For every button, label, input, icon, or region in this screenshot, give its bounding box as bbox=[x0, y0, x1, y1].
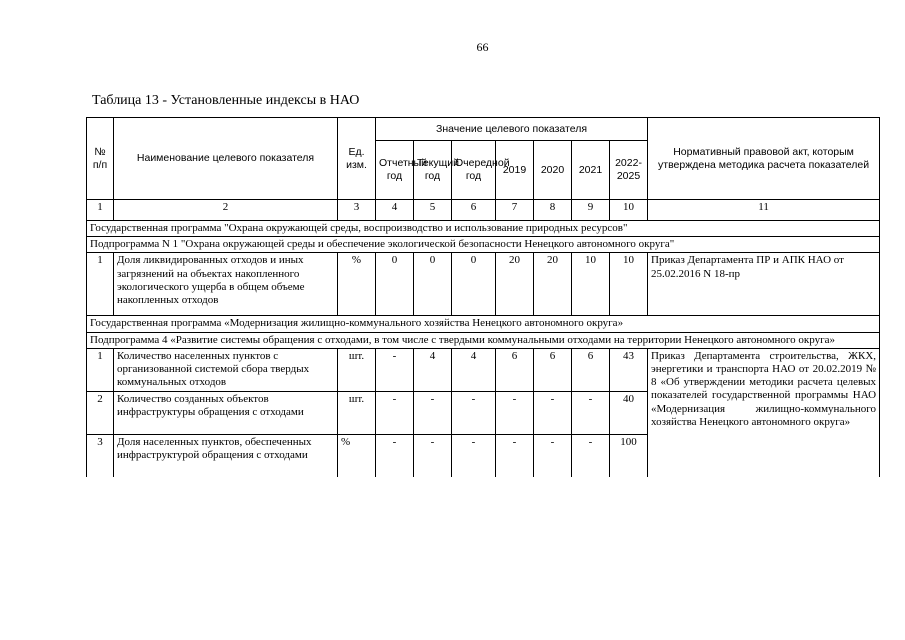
indices-table bbox=[86, 117, 880, 477]
col-number: 1 bbox=[87, 200, 114, 221]
col-number: 3 bbox=[338, 200, 376, 221]
value-cell: 6 bbox=[496, 348, 534, 391]
program-title: Государственная программа «Модернизация жилищно-коммунального хозяйства Ненецкого автономного округа» bbox=[87, 316, 880, 332]
unit-cell: % bbox=[338, 434, 376, 477]
value-cell: - bbox=[496, 434, 534, 477]
value-cell: - bbox=[414, 391, 452, 434]
row-num: 1 bbox=[87, 253, 114, 316]
program-row bbox=[87, 221, 880, 237]
header-year: Текущий год bbox=[414, 141, 452, 200]
act-cell: Приказ Департамента строительства, ЖКХ, энергетики и транспорта НАО от 20.02.2019 № 8 «Об утверждении методики расчета целевых показателей государственной программы НАО «Модернизация жилищно-коммунального хозяйства Ненецкого автономного округа» bbox=[648, 348, 880, 477]
col-number: 2 bbox=[114, 200, 338, 221]
indicator-name: Количество населенных пунктов с организованной системой сбора твердых коммунальных отходов bbox=[114, 348, 338, 391]
value-cell: 6 bbox=[572, 348, 610, 391]
col-number: 10 bbox=[610, 200, 648, 221]
value-cell: - bbox=[376, 391, 414, 434]
value-cell: 4 bbox=[414, 348, 452, 391]
value-cell: - bbox=[414, 434, 452, 477]
col-number: 6 bbox=[452, 200, 496, 221]
table-row bbox=[87, 253, 880, 316]
header-value-group: Значение целевого показателя bbox=[376, 118, 648, 141]
unit-cell: шт. bbox=[338, 348, 376, 391]
header-name: Наименование целевого показателя bbox=[114, 118, 338, 200]
row-num: 1 bbox=[87, 348, 114, 391]
header-year: 2020 bbox=[534, 141, 572, 200]
act-cell: Приказ Департамента ПР и АПК НАО от 25.02.2016 N 18-пр bbox=[648, 253, 880, 316]
header-year: 2019 bbox=[496, 141, 534, 200]
col-number: 8 bbox=[534, 200, 572, 221]
header-year: 2021 bbox=[572, 141, 610, 200]
unit-cell: % bbox=[338, 253, 376, 316]
indicator-name: Количество созданных объектов инфраструктуры обращения с отходами bbox=[114, 391, 338, 434]
value-cell: 10 bbox=[610, 253, 648, 316]
indicator-name: Доля ликвидированных отходов и иных загрязнений на объектах накопленного экологического ущерба в общем объеме накопленных отходов bbox=[114, 253, 338, 316]
table-caption: Таблица 13 - Установленные индексы в НАО bbox=[92, 93, 360, 108]
header-year: Отчетный год bbox=[376, 141, 414, 200]
value-cell: 10 bbox=[572, 253, 610, 316]
value-cell: 20 bbox=[496, 253, 534, 316]
header-year: Очередной год bbox=[452, 141, 496, 200]
value-cell: - bbox=[572, 434, 610, 477]
table-row bbox=[87, 348, 880, 391]
value-cell: - bbox=[376, 348, 414, 391]
header-unit: Ед. изм. bbox=[338, 118, 376, 200]
value-cell: - bbox=[534, 391, 572, 434]
program-title: Государственная программа "Охрана окружающей среды, воспроизводство и использование природных ресурсов" bbox=[87, 221, 880, 237]
value-cell: 0 bbox=[376, 253, 414, 316]
value-cell: 4 bbox=[452, 348, 496, 391]
value-cell: 40 bbox=[610, 391, 648, 434]
value-cell: 0 bbox=[414, 253, 452, 316]
value-cell: - bbox=[376, 434, 414, 477]
value-cell: - bbox=[452, 434, 496, 477]
unit-cell: шт. bbox=[338, 391, 376, 434]
value-cell: 20 bbox=[534, 253, 572, 316]
subprogram-row bbox=[87, 237, 880, 253]
value-cell: - bbox=[496, 391, 534, 434]
header-act: Нормативный правовой акт, которым утверждена методика расчета показателей bbox=[648, 118, 880, 200]
value-cell: - bbox=[452, 391, 496, 434]
value-cell: 100 bbox=[610, 434, 648, 477]
value-cell: - bbox=[534, 434, 572, 477]
row-num: 3 bbox=[87, 434, 114, 477]
col-number: 11 bbox=[648, 200, 880, 221]
row-num: 2 bbox=[87, 391, 114, 434]
page-number: 66 bbox=[476, 40, 489, 54]
value-cell: 0 bbox=[452, 253, 496, 316]
program-row bbox=[87, 316, 880, 332]
col-number: 5 bbox=[414, 200, 452, 221]
value-cell: 43 bbox=[610, 348, 648, 391]
column-number-row bbox=[87, 200, 880, 221]
header-year: 2022-2025 bbox=[610, 141, 648, 200]
value-cell: - bbox=[572, 391, 610, 434]
value-cell: 6 bbox=[534, 348, 572, 391]
indicator-name: Доля населенных пунктов, обеспеченных инфраструктурой обращения с отходами bbox=[114, 434, 338, 477]
subprogram-row bbox=[87, 332, 880, 348]
col-number: 4 bbox=[376, 200, 414, 221]
header-row-1 bbox=[87, 118, 880, 141]
col-number: 9 bbox=[572, 200, 610, 221]
subprogram-title: Подпрограмма 4 «Развитие системы обращения с отходами, в том числе с твердыми коммунальными отходами на территории Ненецкого автономного округа» bbox=[87, 332, 880, 348]
subprogram-title: Подпрограмма N 1 "Охрана окружающей среды и обеспечение экологической безопасности Ненецкого автономного округа" bbox=[87, 237, 880, 253]
col-number: 7 bbox=[496, 200, 534, 221]
header-num: № п/п bbox=[87, 118, 114, 200]
